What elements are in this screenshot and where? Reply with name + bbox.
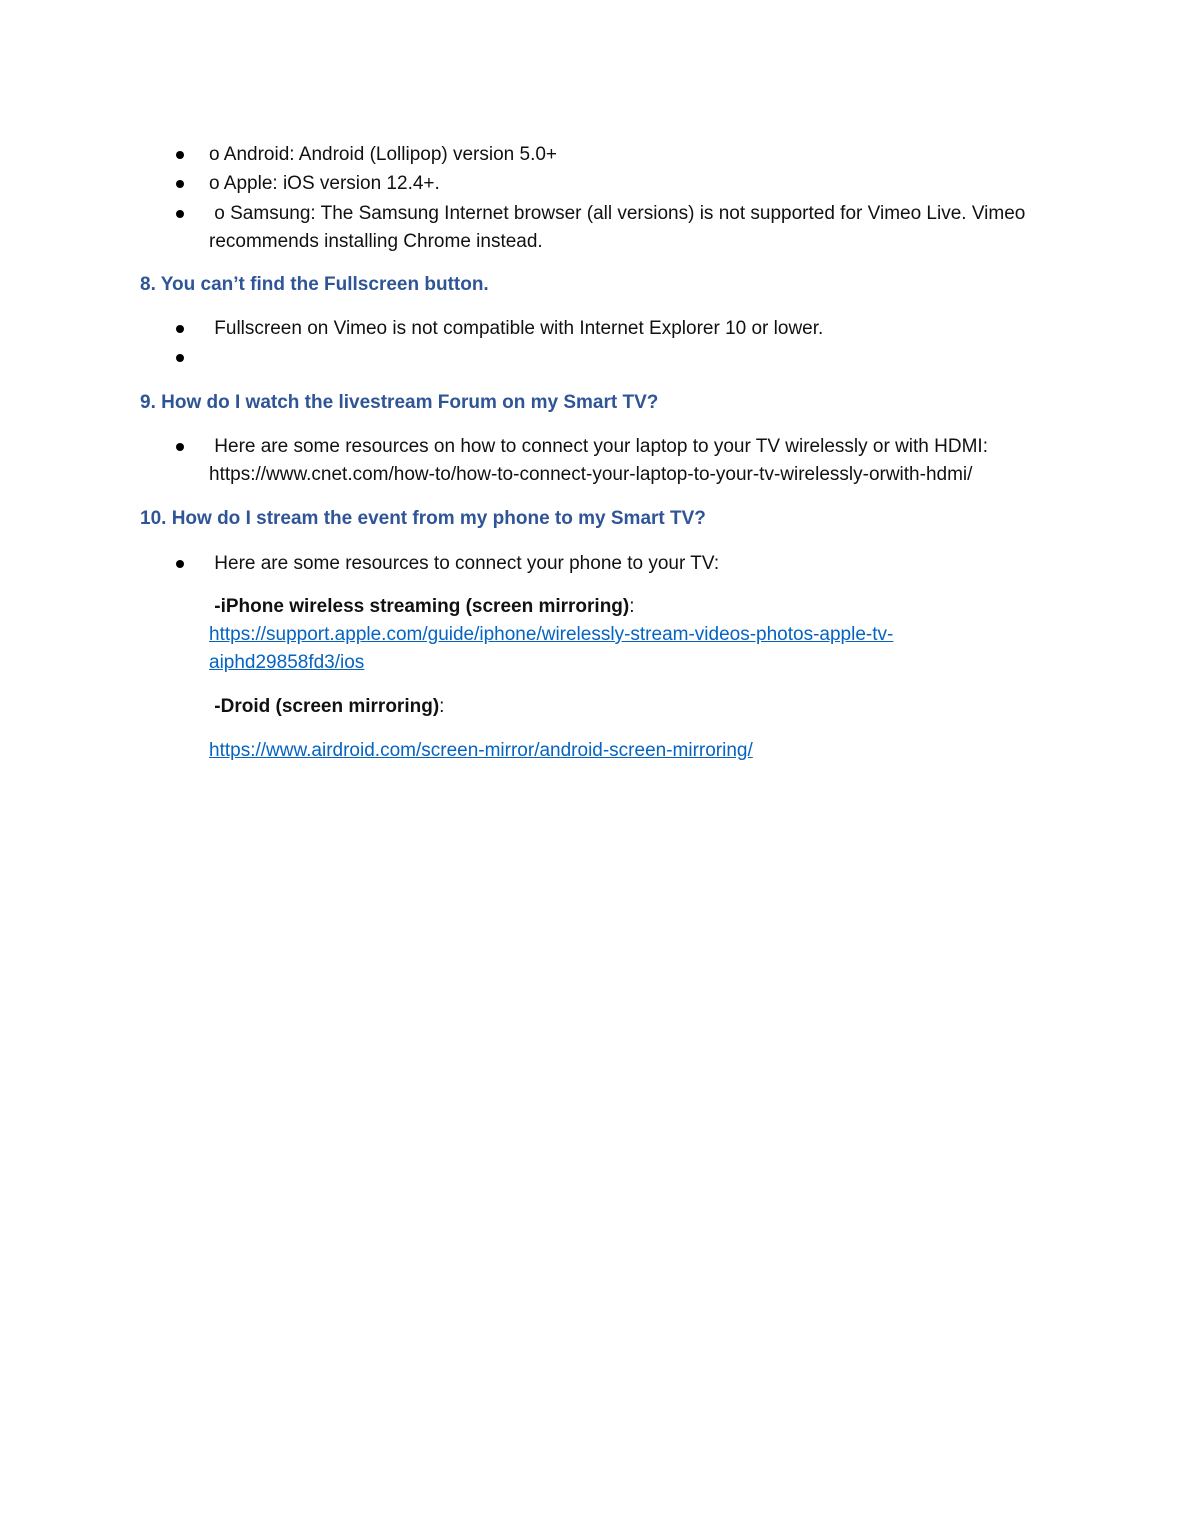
iphone-label-line [209,593,635,621]
droid-label: -Droid (screen mirroring) [209,696,440,717]
section-heading: 9. How do I watch the livestream Forum on my Smart TV? [140,392,659,413]
list-item [176,200,1056,256]
bullet-icon [176,210,184,218]
list-item-text: o Android: Android (Lollipop) version 5.0+ [209,144,558,165]
section-heading: 8. You can’t find the Fullscreen button. [140,274,489,295]
droid-label-colon: : [439,696,445,717]
iphone-link[interactable] [209,621,969,677]
droid-link[interactable]: https://www.airdroid.com/screen-mirror/android-screen-mirroring/ [209,740,753,761]
bullet-icon [176,354,184,362]
list-item-text: Here are some resources on how to connect your laptop to your TV wirelessly or with HDMI: https://www.cnet.com/how-to/how-to-connect-your-laptop-to-your-tv-wirelessly-orwith-hdmi/ [209,436,994,485]
droid-label-line [209,693,444,721]
list-item-text: o Samsung: The Samsung Internet browser (all versions) is not supported for Vimeo Live. Vimeo recommends installing Chrome instead. [209,203,1031,252]
bullet-icon [176,151,184,159]
iphone-label: -iPhone wireless streaming (screen mirroring) [209,596,630,617]
list-item [176,550,1056,578]
list-item [176,141,1056,169]
bullet-icon [176,443,184,451]
list-item [176,433,1056,489]
bullet-icon [176,180,184,188]
list-item-text: Here are some resources to connect your phone to your TV: [209,553,720,574]
iphone-label-colon: : [629,596,635,617]
list-item-text: o Apple: iOS version 12.4+. [209,173,440,194]
bullet-icon [176,560,184,568]
iphone-link-line2[interactable]: aiphd29858fd3/ios [209,652,365,673]
section-heading: 10. How do I stream the event from my phone to my Smart TV? [140,508,706,529]
list-item [176,315,1056,343]
list-item-text: Fullscreen on Vimeo is not compatible with Internet Explorer 10 or lower. [209,318,824,339]
list-item [176,170,1056,198]
iphone-link-line1[interactable]: https://support.apple.com/guide/iphone/wirelessly-stream-videos-photos-apple-tv- [209,624,894,645]
bullet-icon [176,325,184,333]
list-item [176,344,1056,372]
